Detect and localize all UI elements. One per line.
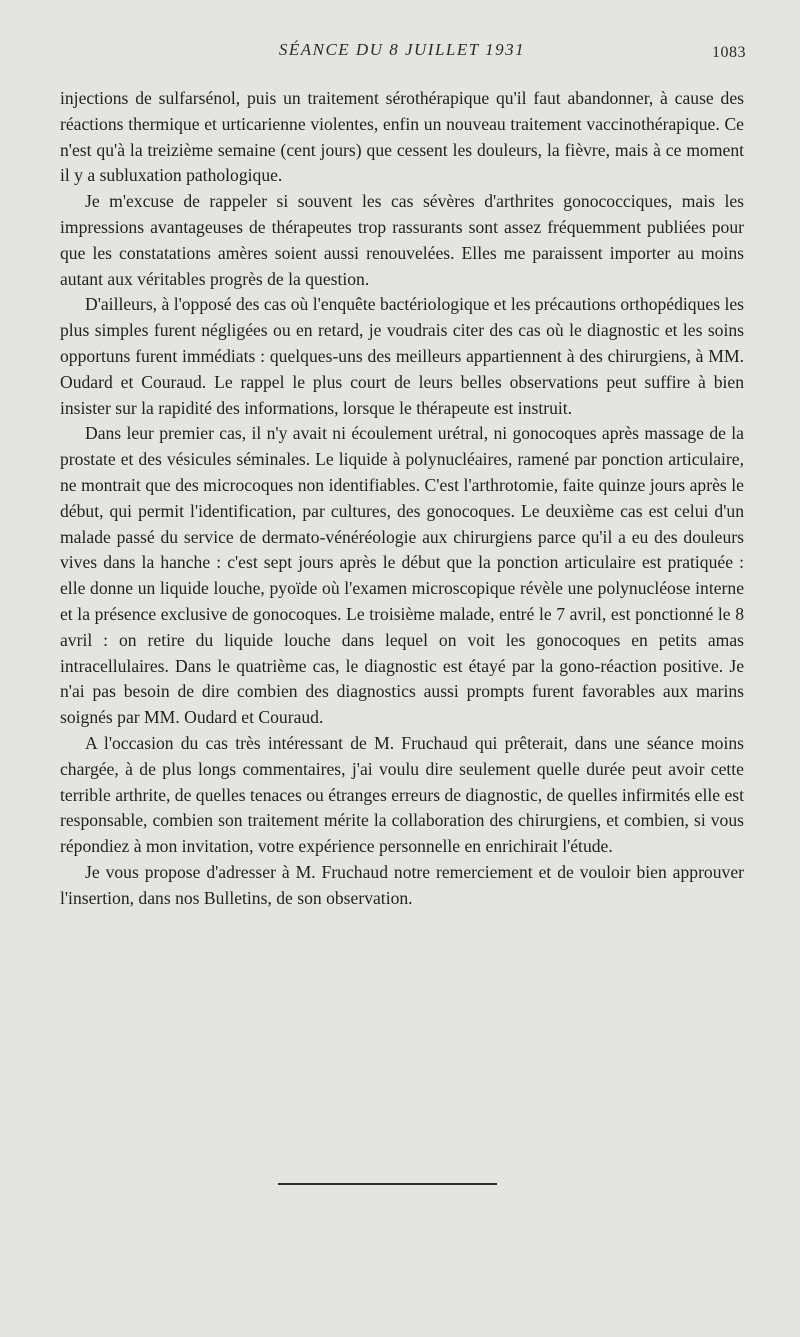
page-number: 1083 (712, 44, 746, 61)
paragraph: D'ailleurs, à l'opposé des cas où l'enquête bactériologique et les précautions orthopédiques les plus simples furent négligées ou en retard, je voudrais citer des cas où le diagnostic et les soins opportuns furent immédiats : quelques-uns des meilleurs appartiennent à des chirurgiens, à MM. Oudard et Couraud. Le rappel le plus court de leurs belles observations peut suffire à bien insister sur la rapidité des informations, lorsque le thérapeute est instruit. (60, 294, 744, 418)
body-text (60, 86, 744, 912)
paragraph: A l'occasion du cas très intéressant de M. Fruchaud qui prêterait, dans une séance moins chargée, à de plus longs commentaires, j'ai voulu dire seulement quelle durée peut avoir cette terrible arthrite, de quelles tenaces ou étranges erreurs de diagnostic, de quelles infirmités elle est responsable, combien son traitement mérite la collaboration des chirurgiens, et combien, si vous répondiez à mon invitation, votre expérience personnelle en enrichirait l'étude. (60, 732, 744, 857)
paragraph: Je vous propose d'adresser à M. Fruchaud notre remerciement et de vouloir bien approuver l'insertion, dans nos Bulletins, de son observation. (60, 861, 744, 908)
paragraph-continued: injections de sulfarsénol, puis un traitement sérothérapique qu'il faut abandonner, à cause des réactions thermique et urticarienne violentes, enfin un nouveau traitement vaccinothérapique. Ce n'est qu'à la treizième semaine (cent jours) que cessent les douleurs, la fièvre, mais à ce moment il y a subluxation pathologique. (60, 88, 744, 186)
running-head: SÉANCE DU 8 JUILLET 1931 (278, 40, 526, 59)
paragraph: Dans leur premier cas, il n'y avait ni écoulement urétral, ni gonocoques après massage de la prostate et des vésicules séminales. Le liquide à polynucléaires, ramené par ponction articulaire, ne montrait que des microcoques non identifiables. C'est l'arthrotomie, faite quinze jours après le début, qui permit l'identification, par cultures, des gonocoques. Le deuxième cas est celui d'un malade passé du service de dermato-vénéréologie aux chirurgiens parce qu'il a eu des douleurs vives dans la hanche : c'est sept jours après le début que la ponction articulaire est pratiquée : elle donne un liquide louche, pyoïde où l'examen microscopique révèle une polynucléose interne et la présence exclusive de gonocoques. Le troisième malade, entré le 7 avril, est ponctionné le 8 avril : on retire du liquide louche dans lequel on voit les gonocoques en petits amas intracellulaires. Dans le quatrième cas, le diagnostic est étayé par la gono-réaction positive. Je n'ai pas besoin de dire combien des diagnostics aussi prompts furent favorables aux marins soignés par MM. Oudard et Couraud. (60, 423, 744, 728)
paragraph: Je m'excuse de rappeler si souvent les cas sévères d'arthrites gonococciques, mais les impressions avantageuses de thérapeutes trop rassurants sont assez fréquemment publiées pour que les constatations amères soient aussi renouvelées. Elles me paraissent importer au moins autant aux véritables progrès de la question. (60, 191, 744, 289)
end-rule (278, 1183, 497, 1185)
page-header (60, 40, 744, 70)
